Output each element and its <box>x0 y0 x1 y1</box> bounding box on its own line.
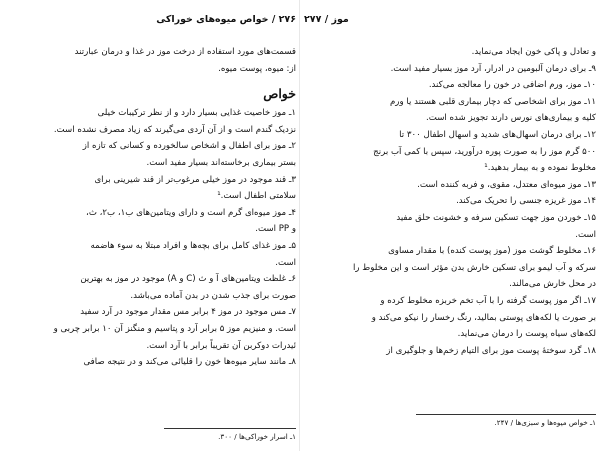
text-line: ۷ـ مس موجود در موز ۴ برابر مس مقدار موجود در آرد سفید <box>80 307 296 318</box>
text-line: است. <box>275 257 296 268</box>
intro-line: قسمت‌های مورد استفاده از درخت موز در غذا و درمان عبارتند <box>74 47 296 57</box>
text-line: و تعادل و پاکی خون ایجاد می‌نماید. <box>471 47 596 57</box>
left-page <box>4 0 296 451</box>
section-heading: خواص <box>263 86 296 102</box>
text-line: ئیدرات دوکربن آن تقریباً برابر با آرد است. <box>146 340 296 351</box>
text-line: ۶ـ غلظت ویتامین‌های آ و ث (C و A) موجود در موز به بهترین <box>80 274 296 285</box>
text-line: ۱۳ـ موز میوه‌ای معتدل، مقوی، و فربه کننده است. <box>417 179 596 190</box>
text-line: ۱۲ـ برای درمان اسهال‌های شدید و اسهال اطفال ۳۰۰ تا <box>399 129 596 140</box>
intro-line: از: میوه، پوست میوه. <box>218 63 296 74</box>
text-line: است. و منیزیم موز ۵ برابر آرد و پتاسیم و منگنز آن ۱۰ برابر چربی و <box>53 323 296 334</box>
footnote: ۱ـ اسرار خوراکی‌ها / ۳۰۰. <box>218 432 296 441</box>
text-line: ۱ـ موز خاصیت غذایی بسیار دارد و از نظر ترکیبات خیلی <box>97 108 296 119</box>
text-line: ۱۶ـ مخلوط گوشت موز (موز پوست کنده) با مقدار مساوی <box>388 246 596 257</box>
text-line: در محل خارش می‌مالند. <box>509 279 596 290</box>
footnote-rule <box>164 428 296 429</box>
text-line: مخلوط نموده و به بیمار بدهید.¹ <box>484 163 596 174</box>
text-line: ۱۷ـ اگر موز پوست گرفته را با آب تخم خربزه مخلوط کرده و <box>380 295 596 306</box>
text-line: ۱۸ـ گرد سوختهٔ پوست موز برای التیام زخم‌ها و جلوگیری از <box>386 345 596 356</box>
page-header: ۲۷۶ / خواص میوه‌های خوراکی <box>156 14 296 25</box>
text-line: ۱۵ـ خوردن موز جهت تسکین سرفه و خشونت حلق مفید <box>396 212 596 223</box>
text-line: لکه‌های سیاه پوست را درمان می‌نماید. <box>457 329 596 340</box>
footnote: ۱ـ خواص میوه‌ها و سبزی‌ها / ۲۴۷. <box>494 418 596 427</box>
text-line: ۳ـ قند موجود در موز خیلی مرغوب‌تر از قند شیرینی برای <box>94 174 296 185</box>
text-line: ۱۱ـ موز برای اشخاصی که دچار بیماری قلبی هستند یا ورم <box>389 96 596 107</box>
page-body <box>4 44 296 371</box>
text-line: کلیه و بیماری‌های نورس دارند تجویز شده است. <box>426 113 596 124</box>
page-gutter <box>299 0 300 451</box>
text-line: است. <box>575 229 596 240</box>
page-header: موز / ۲۷۷ <box>304 14 349 25</box>
text-line: بر صورت یا لکه‌های پوستی بمالید، رنگ رخسار را نیکو می‌کند و <box>371 312 596 323</box>
text-line: ۱۰ـ موز، ورم اضافی در خون را معالجه می‌کند. <box>428 80 596 91</box>
text-line: صورت برای جذب شدن در بدن آماده می‌باشد. <box>130 290 296 301</box>
text-line: ۱۴ـ موز غریزه جنسی را تحریک می‌کند. <box>456 196 596 207</box>
text-line: ۲ـ موز برای اطفال و اشخاص سالخورده و کسانی که تازه از <box>82 141 296 152</box>
text-line: و PP است. <box>255 224 296 235</box>
text-line: ۹ـ برای درمان آلبومین در ادرار، آرد موز بسیار مفید است. <box>390 63 596 74</box>
text-line: نزدیک گندم است و از آن آردی می‌گیرند که زیاد مصرف نشده است. <box>53 124 296 135</box>
text-line: ۵۰۰ گرم موز را به صورت پوره درآورید، سپس با کمی آب برنج <box>373 146 596 157</box>
text-line: سلامتی اطفال است.¹ <box>217 191 296 202</box>
text-line: ۵ـ موز غذای کامل برای بچه‌ها و افراد مبتلا به سوء هاضمه <box>90 240 296 251</box>
text-line: سرکه و آب لیمو برای تسکین خارش بدن مؤثر است و این مخلوط را <box>353 262 596 273</box>
page-body <box>304 44 596 359</box>
text-line: ۸ـ مانند سایر میوه‌ها خون را قلیائی می‌کند و در نتیجه صافی <box>83 357 296 368</box>
text-line: بستر بیماری برخاسته‌اند بسیار مفید است. <box>146 157 296 168</box>
text-line: ۴ـ موز میوه‌ای گرم است و دارای ویتامین‌های ب۱، ب۲، ث، <box>86 207 296 218</box>
footnote-rule <box>416 414 596 415</box>
right-page <box>304 0 596 451</box>
